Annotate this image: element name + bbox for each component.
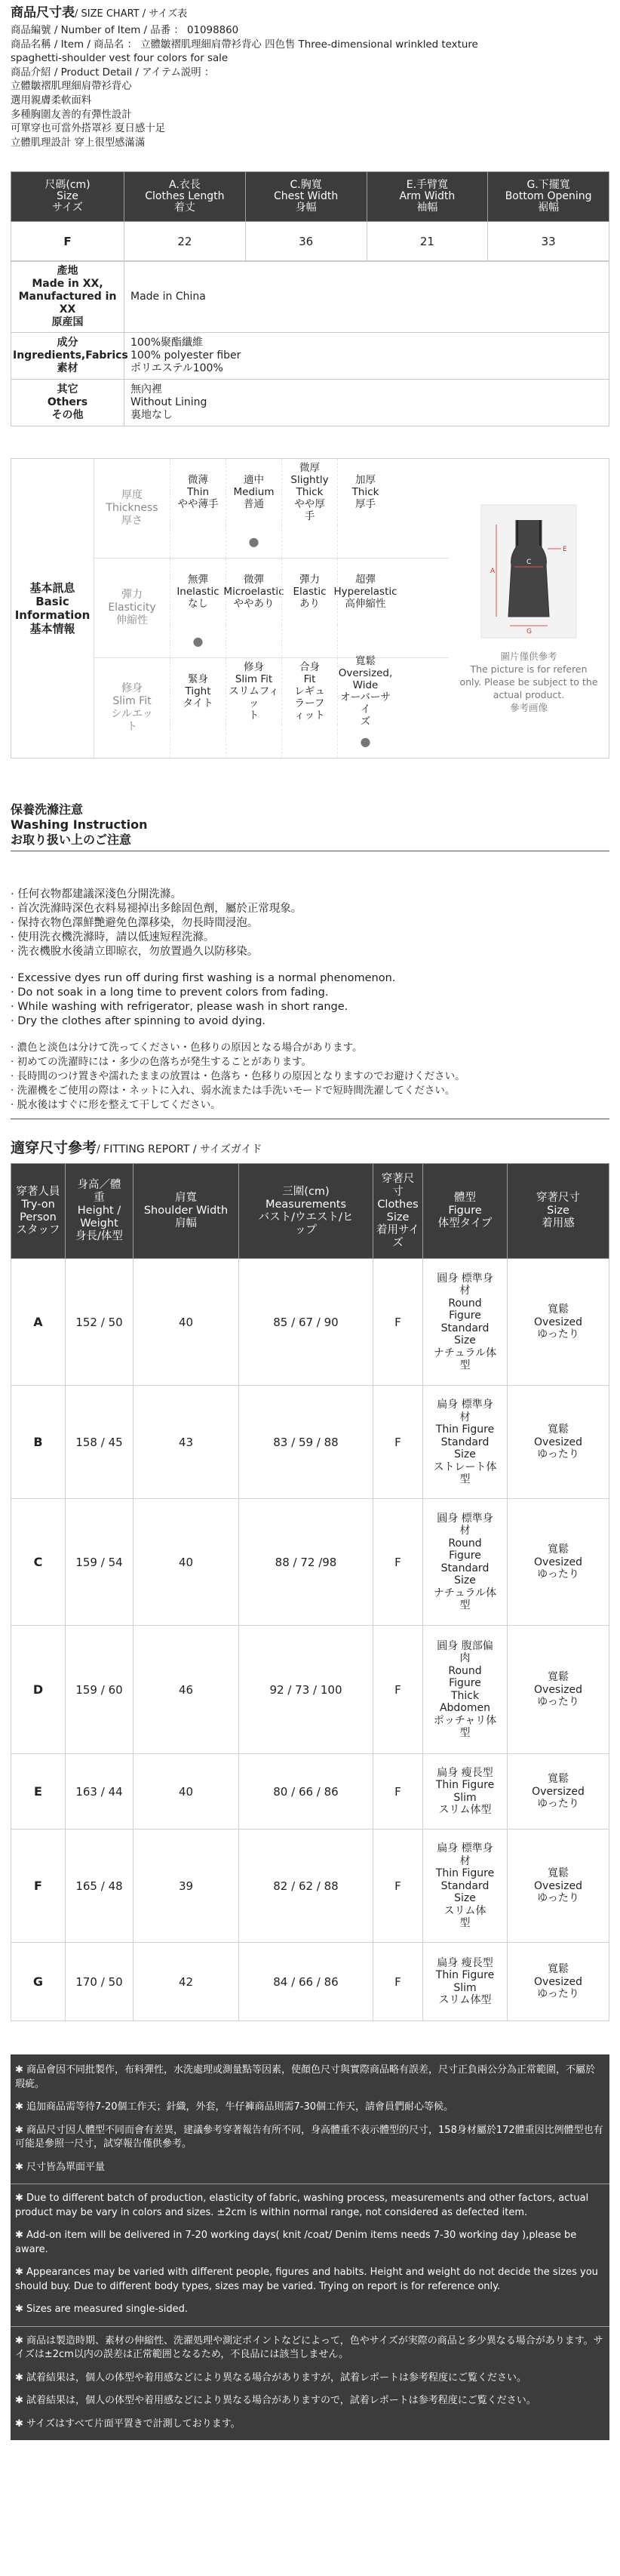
height-weight-cell: 158 / 45 [66,1386,134,1499]
fit-row [94,655,449,758]
table-row [11,1626,609,1754]
basic-info-label: 基本訊息 Basic Information 基本情報 [11,459,94,758]
measurements-cell: 84 / 66 / 86 [239,1943,373,2021]
note-item: ✱ 商品は製造時期、素材の伸縮性、洗濯処理や測定ポイントなどによって，色やサイズが実際の商品と多少異なる場合があります。サイズは±2cm以内の誤差は正常範囲となるため，不良品には該当しません。 [15,2334,603,2361]
size-header-cell: C.胸寬 Chest Width 身幅 [245,172,367,222]
washing-item: · 使用洗衣機洗滌時，請以低速短程洗滌。 [11,931,215,944]
figure-cell: 圓身 腹部偏 肉 Round Figure Thick Abdomen ポッチャリ体 型 [423,1626,508,1754]
attribute-row [11,262,609,333]
fitting-header-cell: 穿著人員 Try-on Person スタッフ [11,1164,66,1259]
fit-cell: 寬鬆 Oversized ゆったり [508,1754,609,1830]
diagram-note: 圖片僅供參考 The picture is for referen only. Please be subject to the actual product. 參考画像 [459,650,598,713]
elasticity-marker-slot [226,625,281,658]
size-chart-table [11,171,609,261]
fit-marker-slot [226,725,281,758]
washing-title-en: Washing Instruction [11,817,148,833]
size-cell: F [373,1626,423,1754]
attribute-key: 其它 Others その他 [11,380,124,426]
note-item: ✱ 商品會因不同批製作，布料彈性，水洗處理或測量點等因素，使顏色尺寸與實際商品略有誤差，尺寸正負兩公分為正常範圍，不屬於瑕疵。 [15,2064,596,2090]
washing-list-en [11,971,609,1029]
product-info-line: 立體肌理設計 穿上很型感滿滿 [11,137,146,149]
size-cell: 21 [367,222,488,261]
fit-cell: 寬鬆 Ovesized ゆったり [508,1499,609,1626]
note-item: ✱ 試着結果は，個人の体型や着用感などにより異なる場合がありますので，試着レポートは参考程度にご覧ください。 [15,2395,536,2407]
attribute-value-text: Made in China [130,291,206,303]
person-cell: E [11,1754,66,1830]
washing-item: · 首次洗滌時深色衣料易褪掉出多餘固色劑，屬於正常現象。 [11,903,302,916]
figure-cell: 扁身 標準身 材 Thin Figure Standard Size スリム体 型 [423,1830,508,1943]
attribute-row [11,333,609,380]
fitting-report-table [11,1163,609,2021]
note-item: ✱ 商品尺寸因人體型不同而會有差異，建議參考穿著報告有所不同，身高體重不表示體型的尺寸，158身材屬於172體重因比例體型也有可能是參照一尺寸，試穿報告僅供參考。 [15,2124,603,2150]
washing-item: · 洗濯機をご使用の際は・ネットに入れ、弱水流または手洗いモードで短時間洗濯してください。 [11,1085,456,1097]
figure-cell: 扁身 瘦長型 Thin Figure Slim スリム体型 [423,1754,508,1830]
fit-cell: 寬鬆 Ovesized ゆったり [508,1830,609,1943]
size-cell: F [373,1830,423,1943]
height-weight-cell: 163 / 44 [66,1754,134,1830]
thickness-option: 適中 Medium 普通 [226,459,281,525]
note-item: ✱ 尺寸皆為單面平量 [15,2161,106,2173]
thickness-row [94,459,449,559]
size-header-cell: G.下擺寬 Bottom Opening 裾幅 [488,172,609,222]
person-cell: D [11,1626,66,1754]
fit-cell: 寬鬆 Ovesized ゆったり [508,1386,609,1499]
selected-dot-icon: ● [192,634,204,648]
washing-list-jp [11,1041,609,1113]
table-row [11,1754,609,1830]
measurements-cell: 80 / 66 / 86 [239,1754,373,1830]
shoulder-cell: 43 [134,1386,239,1499]
attribute-key: 產地 Made in XX, Manufactured in XX 原産国 [11,262,124,333]
thickness-label: 厚度 Thickness 厚さ [106,489,158,528]
height-weight-cell: 152 / 50 [66,1259,134,1386]
fit-marker-slot [281,725,337,758]
washing-item: · 保持衣物色澤鮮艷避免色澤移染，勿長時間浸泡。 [11,917,259,930]
fitting-report-title [11,1139,609,1159]
product-info-line: 立體皺褶肌理細肩帶衫背心 [11,81,132,93]
product-info-line: 商品名稱 / Item / 商品名 ： 立體皺褶肌理細肩帶衫背心 四色售 Three-dimensional wrinkled texture [11,38,478,51]
fit-option: 緊身 Tight タイト [170,658,226,725]
elasticity-marker-slot [337,625,393,658]
size-cell: F [373,1259,423,1386]
product-info-line: 商品編號 / Number of Item / 品番 ： 01098860 [11,25,239,36]
note-item: ✱ Appearances may be varied with different people, figures and habits. Height and weight do not decide the sizes you should buy. Due to different body types, sizes may be varied. Trying on report is for reference only. [15,2267,598,2292]
fitting-header-cell: 三圍(cm) Measurements バスト/ウエスト/ヒ ップ [239,1164,373,1259]
fit-cell: 寬鬆 Ovesized ゆったり [508,1626,609,1754]
attribute-row [11,380,609,426]
measurements-cell: 92 / 73 / 100 [239,1626,373,1754]
elasticity-option: 無彈 Inelastic なし [170,559,226,624]
attribute-key: 成分 Ingredients,Fabrics 素材 [11,333,124,380]
elasticity-option: 彈力 Elastic あり [281,559,337,624]
washing-item: · 濃色と淡色は分けて洗ってください・色移りの原因となる場合があります。 [11,1042,363,1054]
elasticity-marker-slot [170,625,226,658]
product-info-line: 可單穿也可當外搭罩衫 夏日感十足 [11,123,166,135]
washing-item: · While washing with refrigerator, please wash in short range. [11,1001,348,1014]
fit-option: 寬鬆 Oversized, Wide オーバーサイ ズ [338,655,393,728]
thickness-option: 微厚 Slightly Thick やや厚 手 [281,459,337,525]
measurements-cell: 83 / 59 / 88 [239,1386,373,1499]
camisole-diagram-icon [480,503,578,639]
size-cell: F [11,222,124,261]
washing-item: · 初めての洗濯時には・多少の色落ちが発生することがあります。 [11,1056,312,1069]
notes-panel [11,2054,609,2440]
product-info-line: 選用親膚柔軟面料 [11,94,92,106]
washing-title [11,802,609,848]
size-cell: 22 [124,222,246,261]
fitting-header-cell: 體型 Figure 体型タイプ [423,1164,508,1259]
fit-label: 修身 Slim Fit シルエッ ト [111,682,153,734]
product-info [11,24,609,150]
washing-item: · 長時間のつけ置きや濡れたままの放置は・色落ち・色移りの原因となりますのでお避けください。 [11,1070,465,1083]
measurements-cell: 82 / 62 / 88 [239,1830,373,1943]
thickness-marker-slot [170,525,226,559]
diagram-label-c: C [526,558,532,566]
fit-option: 修身 Slim Fit スリムフィッ ト [226,658,281,725]
note-item: ✱ Sizes are measured single-sided. [15,2304,189,2316]
thickness-marker-slot [281,525,337,559]
fitting-title-sub: / FITTING REPORT / サイズガイド [97,1143,262,1156]
height-weight-cell: 159 / 60 [66,1626,134,1754]
table-row [11,1830,609,1943]
page-title-bold: 商品尺寸表 [11,5,75,20]
measurements-cell: 88 / 72 /98 [239,1499,373,1626]
thickness-option: 微薄 Thin やや薄手 [170,459,226,525]
figure-cell: 扁身 瘦長型 Thin Figure Slim スリム体型 [423,1943,508,2021]
product-info-line: 多種胸圍友善的有彈性設計 [11,109,132,121]
basic-info-grid [94,459,449,758]
size-header-cell: 尺碼(cm) Size サイズ [11,172,124,222]
selected-dot-icon: ● [360,734,371,749]
height-weight-cell: 170 / 50 [66,1943,134,2021]
note-item: ✱ Due to different batch of production, elasticity of fabric, washing process, measurements and other factors, actual product may be vary in colors and sizes. ±2cm is within normal range, not considered as defected item. [15,2193,589,2218]
note-item: ✱ サイズはすべて片面平置きで計測しております。 [15,2418,241,2430]
product-info-line: 商品介紹 / Product Detail / アイテム説明 ： [11,66,215,78]
washing-title-zh: 保養洗滌注意 [11,802,84,817]
size-cell: 36 [245,222,367,261]
elasticity-marker-slot [281,625,337,658]
person-cell: B [11,1386,66,1499]
size-header-cell: A.衣長 Clothes Length 着丈 [124,172,246,222]
thickness-marker-slot [226,525,281,559]
attribute-value [124,262,609,333]
elasticity-option: 微彈 Microelastic ややあり [226,559,281,624]
size-cell: F [373,1943,423,2021]
fit-marker-slot [170,725,226,758]
washing-list-zh [11,888,609,959]
fit-cell: 寬鬆 Ovesized ゆったり [508,1259,609,1386]
height-weight-cell: 165 / 48 [66,1830,134,1943]
washing-item: · Dry the clothes after spinning to avoid dying. [11,1015,266,1028]
shoulder-cell: 39 [134,1830,239,1943]
table-row [11,1259,609,1386]
size-cell: F [373,1499,423,1626]
attribute-value [124,333,609,380]
table-row [11,1499,609,1626]
attribute-value [124,380,609,426]
fitting-header-cell: 肩寬 Shoulder Width 肩幅 [134,1164,239,1259]
shoulder-cell: 40 [134,1499,239,1626]
person-cell: F [11,1830,66,1943]
washing-title-jp: お取り扱い上のご注意 [11,833,132,848]
measurements-cell: 85 / 67 / 90 [239,1259,373,1386]
washing-item: · 洗衣機脫水後請立即晾衣，勿放置過久以防移染。 [11,946,259,959]
product-info-line: spaghetti-shoulder vest four colors for sale [11,53,229,65]
fit-marker-slot [337,725,393,758]
washing-item: · Do not soak in a long time to prevent colors from fading. [11,986,329,999]
size-cell: F [373,1386,423,1499]
note-item: ✱ 試着結果は，個人の体型や着用感などにより異なる場合がありますが，試着レポートは参考程度にご覧ください。 [15,2371,527,2384]
size-header-cell: E.手臂寬 Arm Width 袖幅 [367,172,488,222]
fit-option: 合身 Fit レギュ ラーフ ィット [281,658,337,725]
figure-cell: 扁身 標準身 材 Thin Figure Standard Size ストレート体 型 [423,1386,508,1499]
diagram-label-e: E [563,545,567,553]
table-row [11,1386,609,1499]
fitting-header-cell: 穿著尺寸 Size 着用感 [508,1164,609,1259]
size-cell: F [373,1754,423,1830]
thickness-marker-slot [337,525,393,559]
basic-info-panel [11,458,609,759]
diagram-label-g: G [526,627,532,636]
size-chart-header-row [11,172,609,222]
shoulder-cell: 42 [134,1943,239,2021]
fit-cell: 寬鬆 Ovesized ゆったり [508,1943,609,2021]
fitting-title-bold: 適穿尺寸參考 [11,1140,97,1157]
size-chart-row [11,222,609,261]
washing-item: · 任何衣物都建議深淺色分開洗滌。 [11,888,182,901]
attribute-value-text: 100%聚酯纖維 100% polyester fiber ポリエステル100% [130,337,241,375]
size-cell: 33 [488,222,609,261]
page-title [11,0,609,23]
elasticity-label: 彈力 Elasticity 伸縮性 [108,589,156,627]
shoulder-cell: 46 [134,1626,239,1754]
elasticity-option: 超彈 Hyperelastic 高伸縮性 [337,559,393,624]
table-row [11,1943,609,2021]
person-cell: C [11,1499,66,1626]
washing-item: · Excessive dyes run off during first washing is a normal phenomenon. [11,972,396,985]
garment-diagram-area [449,459,609,758]
fitting-header-row [11,1164,609,1259]
shoulder-cell: 40 [134,1754,239,1830]
elasticity-row [94,559,449,658]
page-title-sub: / SIZE CHART / サイズ表 [75,8,188,20]
attribute-value-text: 無內裡 Without Lining 裏地なし [130,383,207,422]
note-item: ✱ 追加商品需等待7-20個工作天；針織，外套，牛仔褲商品則需7-30個工作天，請會員們耐心等候。 [15,2101,454,2113]
fitting-header-cell: 身高／體 重 Height / Weight 身長/体型 [66,1164,134,1259]
diagram-label-a: A [490,567,496,575]
figure-cell: 圓身 標準身 材 Round Figure Standard Size ナチュラル体 型 [423,1499,508,1626]
person-cell: A [11,1259,66,1386]
shoulder-cell: 40 [134,1259,239,1386]
figure-cell: 圓身 標準身 材 Round Figure Standard Size ナチュラル体 型 [423,1259,508,1386]
attributes-table [11,261,609,426]
person-cell: G [11,1943,66,2021]
selected-dot-icon: ● [248,534,259,549]
note-item: ✱ Add-on item will be delivered in 7-20 working days( knit /coat/ Denim items needs 7-30 working day ),please be aware. [15,2230,577,2255]
thickness-option: 加厚 Thick 厚手 [337,459,393,525]
fitting-header-cell: 穿著尺 寸 Clothes Size 着用サイ ズ [373,1164,423,1259]
washing-item: · 脱水後はすぐに形を整えて干してください。 [11,1099,221,1112]
height-weight-cell: 159 / 54 [66,1499,134,1626]
divider [11,2326,609,2327]
